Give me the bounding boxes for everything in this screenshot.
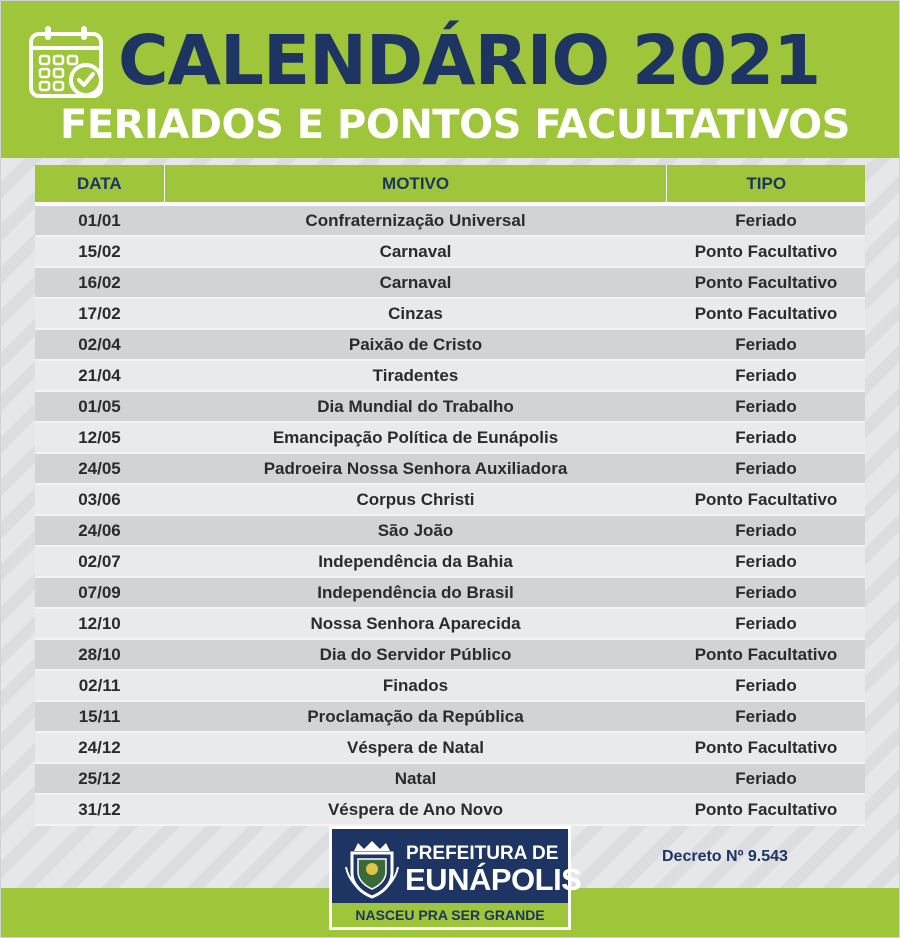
cell-date: 31/12: [78, 799, 121, 819]
column-header-motivo: MOTIVO: [164, 165, 667, 202]
cell-reason: Padroeira Nossa Senhora Auxiliadora: [263, 458, 568, 478]
cell-date: 24/12: [78, 737, 121, 757]
cell-reason: Emancipação Política de Eunápolis: [272, 427, 559, 447]
cell-type: Feriado: [735, 427, 797, 447]
table-row: [35, 299, 865, 330]
cell-type: Feriado: [735, 458, 797, 478]
logo-city-text: EUNÁPOLIS: [405, 862, 582, 897]
holiday-table: [35, 165, 865, 826]
cell-reason: Carnaval: [379, 241, 452, 261]
cell-reason: Natal: [394, 768, 437, 788]
cell-reason: Proclamação da República: [307, 706, 524, 726]
cell-type: Feriado: [735, 582, 797, 602]
cell-reason: Independência do Brasil: [317, 582, 514, 602]
table-row: [35, 516, 865, 547]
cell-date: 01/05: [78, 396, 121, 416]
cell-reason: São João: [377, 520, 454, 540]
table-row: [35, 237, 865, 268]
calendar-check-icon: [28, 24, 106, 100]
table-row: [35, 330, 865, 361]
table-row: [35, 485, 865, 516]
cell-reason: Carnaval: [379, 272, 452, 292]
cell-date: 15/02: [78, 241, 121, 261]
table-row: [35, 578, 865, 609]
table-row: [35, 640, 865, 671]
cell-type: Ponto Facultativo: [694, 303, 838, 323]
cell-date: 21/04: [78, 365, 121, 385]
cell-date: 02/11: [78, 675, 121, 695]
cell-reason: Confraternização Universal: [305, 210, 526, 230]
table-row: [35, 609, 865, 640]
cell-type: Ponto Facultativo: [694, 489, 838, 509]
cell-type: Feriado: [735, 706, 797, 726]
cell-date: 02/04: [78, 334, 121, 354]
cell-type: Ponto Facultativo: [694, 272, 838, 292]
page-subtitle: FERIADOS E PONTOS FACULTATIVOS: [60, 102, 850, 148]
table-row: [35, 423, 865, 454]
cell-date: 01/01: [78, 210, 121, 230]
cell-date: 16/02: [78, 272, 121, 292]
cell-type: Feriado: [735, 551, 797, 571]
cell-date: 12/10: [78, 613, 121, 633]
cell-reason: Dia Mundial do Trabalho: [317, 396, 514, 416]
table-row: [35, 454, 865, 485]
cell-type: Ponto Facultativo: [694, 737, 838, 757]
cell-date: 02/07: [78, 551, 121, 571]
cell-reason: Nossa Senhora Aparecida: [310, 613, 521, 633]
cell-type: Feriado: [735, 675, 797, 695]
cell-type: Feriado: [735, 520, 797, 540]
cell-reason: Corpus Christi: [356, 489, 475, 509]
table-row: [35, 361, 865, 392]
page-title: CALENDÁRIO 2021: [118, 21, 821, 101]
cell-type: Ponto Facultativo: [694, 241, 838, 261]
cell-type: Feriado: [735, 396, 797, 416]
cell-type: Feriado: [735, 613, 797, 633]
cell-date: 17/02: [78, 303, 121, 323]
table-body: [35, 206, 865, 826]
table-row: [35, 268, 865, 299]
cell-type: Feriado: [735, 210, 797, 230]
cell-type: Ponto Facultativo: [694, 799, 838, 819]
decree-number: Decreto Nº 9.543: [662, 848, 788, 865]
cell-type: Ponto Facultativo: [694, 644, 838, 664]
table-row: [35, 702, 865, 733]
cell-type: Feriado: [735, 768, 797, 788]
municipal-crest-icon: [344, 837, 400, 899]
cell-reason: Independência da Bahia: [318, 551, 513, 571]
slogan-bar: [332, 903, 568, 927]
cell-date: 28/10: [78, 644, 121, 664]
cell-date: 24/06: [78, 520, 121, 540]
cell-reason: Véspera de Natal: [346, 737, 484, 757]
cell-date: 03/06: [78, 489, 121, 509]
slogan-text: NASCEU PRA SER GRANDE: [355, 907, 545, 923]
table-row: [35, 671, 865, 702]
cell-reason: Tiradentes: [372, 365, 459, 385]
table-row: [35, 795, 865, 826]
cell-date: 15/11: [78, 706, 121, 726]
cell-date: 25/12: [78, 768, 121, 788]
cell-type: Feriado: [735, 334, 797, 354]
cell-date: 12/05: [78, 427, 121, 447]
table-row: [35, 206, 865, 237]
cell-reason: Véspera de Ano Novo: [327, 799, 504, 819]
table-header: [35, 165, 865, 206]
table-row: [35, 764, 865, 795]
cell-reason: Cinzas: [388, 303, 443, 323]
cell-reason: Paixão de Cristo: [348, 334, 483, 354]
cell-type: Feriado: [735, 365, 797, 385]
cell-reason: Finados: [382, 675, 449, 695]
prefeitura-logo: [329, 826, 582, 930]
table-row: [35, 547, 865, 578]
logo-prefeitura-text: PREFEITURA DE: [406, 843, 559, 864]
cell-date: 24/05: [78, 458, 121, 478]
cell-date: 07/09: [78, 582, 121, 602]
column-header-data: DATA: [76, 173, 122, 193]
header-banner: [0, 0, 900, 158]
table-row: [35, 392, 865, 423]
table-row: [35, 733, 865, 764]
column-header-tipo: TIPO: [666, 165, 865, 202]
cell-reason: Dia do Servidor Público: [319, 644, 512, 664]
